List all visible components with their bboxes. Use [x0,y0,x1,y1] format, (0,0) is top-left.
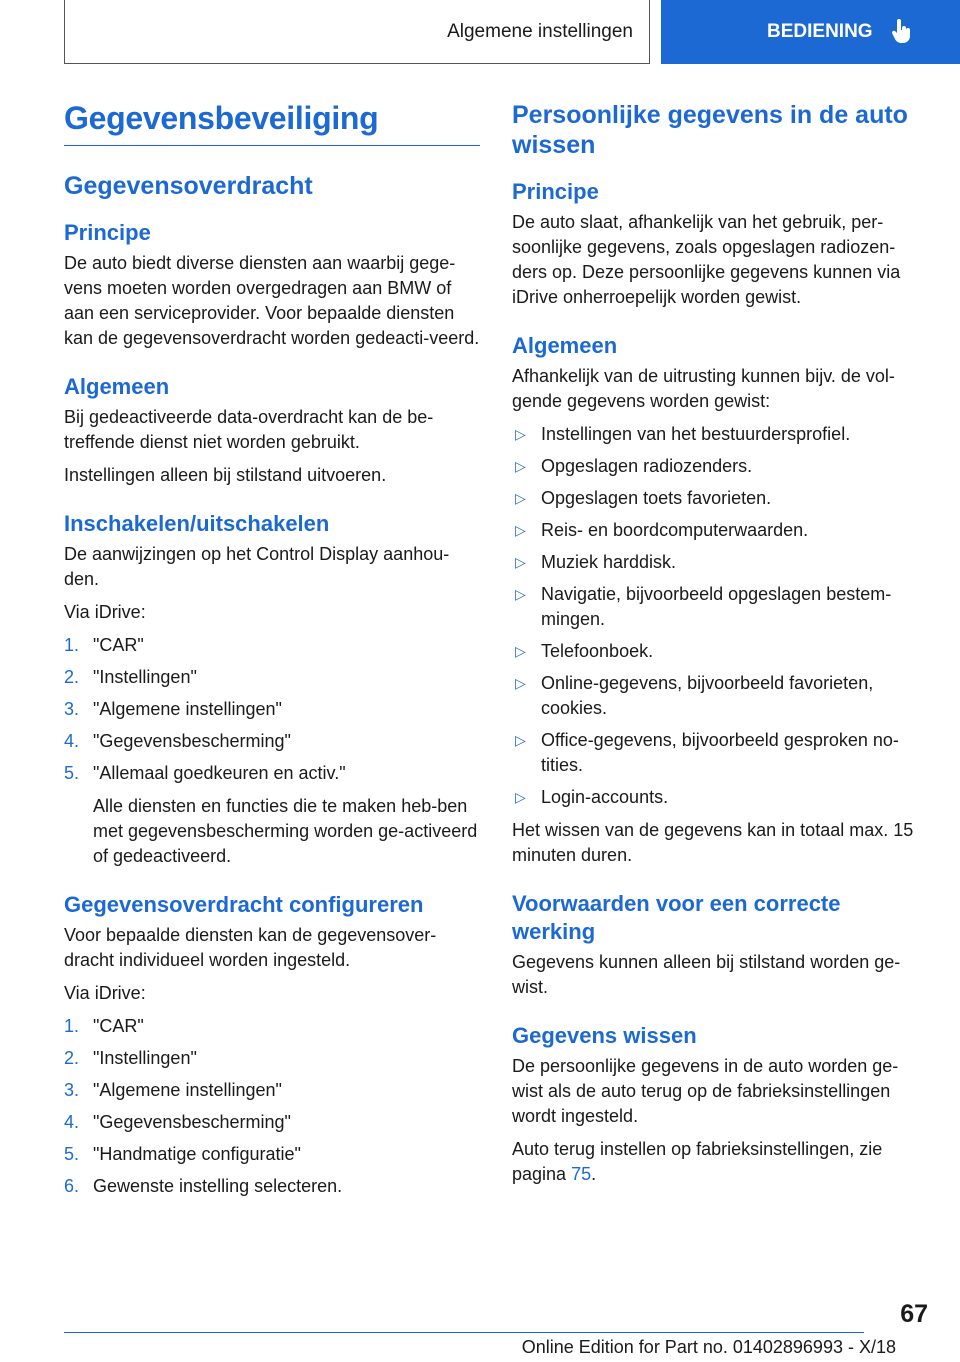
page-reference-link[interactable]: 75 [571,1164,592,1184]
triangle-bullet-icon: ▷ [515,732,526,748]
subheading-algemeen-right: Algemeen [512,333,618,358]
triangle-bullet-icon: ▷ [515,586,526,602]
step-text: "Instellingen" [93,1048,197,1068]
wissen-end: . [591,1164,597,1184]
section-heading-gegevensoverdracht: Gegevensoverdracht [64,172,313,200]
subheading-configureren: Gegevensoverdracht configureren [64,892,424,917]
subheading-algemeen: Algemeen [64,374,170,399]
step-number: 5. [64,1144,80,1164]
header-section-tab [64,0,650,64]
config-paragraph-1: Voor bepaalde diensten kan de gegevensover-dracht individueel worden ingesteld. [64,925,437,970]
principe-right-paragraph: De auto slaat, afhankelijk van het gebruik, per-soonlijke gegevens, zoals opgeslagen radiozen-ders op. Deze persoonlijke gegevens kunnen via iDrive onherroepelijk worden gewist. [512,212,901,307]
step-number: 3. [64,699,80,719]
triangle-bullet-icon: ▷ [515,643,526,659]
duration-paragraph: Het wissen van de gegevens kan in totaal max. 15 minuten duren. [512,820,914,865]
bullet-text: Opgeslagen toets favorieten. [541,488,772,508]
list-item [512,486,924,511]
step-number: 5. [64,763,80,783]
subheading-voorwaarden: Voorwaarden voor een correcte werking [512,891,841,944]
subheading-gegevens-wissen: Gegevens wissen [512,1023,697,1048]
bullet-text: Navigatie, bijvoorbeeld opgeslagen bestem-mingen. [541,584,892,629]
triangle-bullet-icon: ▷ [515,675,526,691]
triangle-bullet-icon: ▷ [515,522,526,538]
list-item [64,697,480,722]
header-section-label: Algemene instellingen [447,20,633,42]
list-item [64,1142,480,1167]
algemeen-right-paragraph: Afhankelijk van de uitrusting kunnen bijv. de vol-gende gegevens worden gewist: [512,366,895,411]
list-item [64,1014,480,1039]
list-item [512,518,924,543]
list-item [64,1078,480,1103]
left-column [64,100,480,1207]
steps-list-2 [64,1014,480,1199]
list-item [64,633,480,658]
pointing-hand-icon [891,19,913,45]
list-item [64,729,480,754]
step-number: 3. [64,1080,80,1100]
wissen-text: Auto terug instellen op fabrieksinstellingen, zie pagina [512,1139,883,1184]
step-text: "Gegevensbescherming" [93,731,291,751]
list-item [64,665,480,690]
inschakelen-paragraph-1: De aanwijzingen op het Control Display aanhou-den. [64,544,450,589]
bullet-list [512,422,924,810]
step-text: "Allemaal goedkeuren en activ." [93,763,346,783]
header-chapter-label: BEDIENING [767,21,873,42]
step-number: 4. [64,1112,80,1132]
list-item [512,582,924,632]
list-item [512,785,924,810]
step-number: 2. [64,667,80,687]
list-item [512,454,924,479]
bullet-text: Reis- en boordcomputerwaarden. [541,520,809,540]
step-number: 4. [64,731,80,751]
triangle-bullet-icon: ▷ [515,426,526,442]
wissen-paragraph-1: De persoonlijke gegevens in de auto worden ge-wist als de auto terug op de fabrieksinstellingen wordt ingesteld. [512,1056,899,1126]
steps-list-1 [64,633,480,869]
list-item [512,422,924,447]
list-item [64,1110,480,1135]
section-heading-wissen: Persoonlijke gegevens in de auto wissen [512,101,908,159]
step-note: Alle diensten en functies die te maken heb-ben met gegevensbescherming worden ge-activeerd of gedeactiveerd. [93,796,478,866]
triangle-bullet-icon: ▷ [515,554,526,570]
page-number: 67 [900,1300,928,1328]
bullet-text: Online-gegevens, bijvoorbeeld favorieten, cookies. [541,673,874,718]
footer-divider [64,1332,864,1333]
step-text: "Handmatige configuratie" [93,1144,301,1164]
subheading-principe: Principe [64,220,151,245]
config-paragraph-2: Via iDrive: [64,983,146,1003]
bullet-text: Login-accounts. [541,787,669,807]
step-number: 2. [64,1048,80,1068]
inschakelen-paragraph-2: Via iDrive: [64,602,146,622]
wissen-paragraph-2 [512,1137,924,1187]
step-text: Gewenste instelling selecteren. [93,1176,343,1196]
triangle-bullet-icon: ▷ [515,490,526,506]
voorwaarden-paragraph: Gegevens kunnen alleen bij stilstand worden ge-wist. [512,952,901,997]
list-item [512,550,924,575]
step-number: 1. [64,1016,80,1036]
step-number: 6. [64,1176,80,1196]
bullet-text: Telefoonboek. [541,641,654,661]
list-item [512,671,924,721]
footer-edition: Online Edition for Part no. 01402896993 - X/18 [521,1337,896,1357]
algemeen-paragraph-2: Instellingen alleen bij stilstand uitvoeren. [64,465,387,485]
step-text: "CAR" [93,1016,144,1036]
bullet-text: Office-gegevens, bijvoorbeeld gesproken no-tities. [541,730,899,775]
subheading-inschakelen: Inschakelen/uitschakelen [64,511,330,536]
list-item [64,1046,480,1071]
principe-paragraph: De auto biedt diverse diensten aan waarbij gege-vens moeten worden overgedragen aan BMW of aan een serviceprovider. Voor bepaalde diensten kan de gegevensoverdracht worden gedeacti-veerd. [64,253,480,348]
list-item [64,1174,480,1199]
triangle-bullet-icon: ▷ [515,458,526,474]
triangle-bullet-icon: ▷ [515,789,526,805]
list-item [64,761,480,869]
step-number: 1. [64,635,80,655]
list-item [512,639,924,664]
step-text: "Gegevensbescherming" [93,1112,291,1132]
bullet-text: Instellingen van het bestuurdersprofiel. [541,424,851,444]
right-column [512,100,924,1195]
bullet-text: Muziek harddisk. [541,552,677,572]
list-item [512,728,924,778]
bullet-text: Opgeslagen radiozenders. [541,456,753,476]
subheading-principe-right: Principe [512,179,599,204]
step-text: "Algemene instellingen" [93,1080,282,1100]
header-chapter-tab [661,0,960,64]
page-title: Gegevensbeveiliging [64,100,480,146]
step-text: "Instellingen" [93,667,197,687]
step-text: "CAR" [93,635,144,655]
algemeen-paragraph-1: Bij gedeactiveerde data-overdracht kan de be-treffende dienst niet worden gebruikt. [64,407,434,452]
step-text: "Algemene instellingen" [93,699,282,719]
